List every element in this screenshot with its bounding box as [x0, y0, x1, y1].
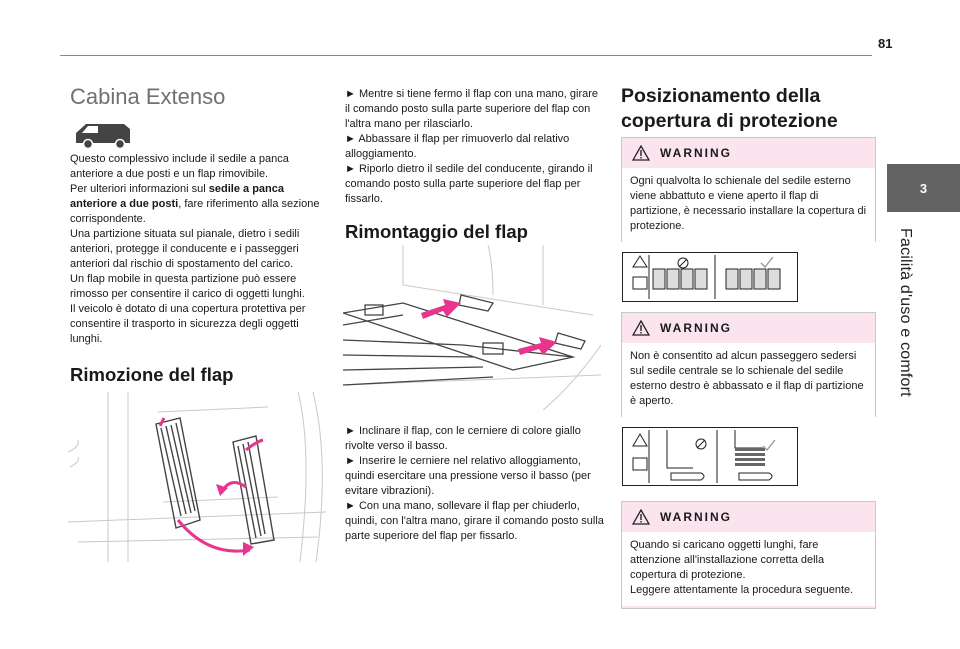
removal-step-1: ► Mentre si tiene fermo il flap con una mano, girare il comando posto sulla parte superiore del flap con l'altra mano per rilasciarlo. [345, 88, 599, 130]
flap-refit-illustration [343, 245, 601, 415]
prohibited-icon [678, 258, 688, 268]
intro-paragraph-2: Per ulteriori informazioni sul sedile a panca anteriore a due posti, fare riferimento alla sezione corrispondente. [70, 183, 320, 225]
refit-title: Rimontaggio del flap [345, 221, 528, 242]
warning-text-3: Quando si caricano oggetti lunghi, fare attenzione all'installazione corretta della copertura di protezione. Leggere attentamente la procedura seguente. [622, 532, 875, 606]
refit-step-3: ► Con una mano, sollevare il flap per chiuderlo, quindi, con l'altra mano, girare il comando posto sulla parte superiore del flap per fissarlo. [345, 500, 604, 542]
warning-text-2: Non è consentito ad alcun passeggero sedersi sul sedile centrale se lo schienale del sedile esterno destro è abbassato e il flap di partizione è aperto. [622, 343, 875, 417]
header-rule [60, 55, 872, 56]
removal-title: Rimozione del flap [70, 364, 234, 385]
seat-diagram-2 [622, 427, 798, 486]
intro-text [70, 152, 328, 347]
intro-paragraph-4: Un flap mobile in questa partizione può essere rimosso per consentire il carico di oggetti lunghi. [70, 273, 305, 300]
left-column [70, 84, 325, 110]
refit-step-1: ► Inclinare il flap, con le cerniere di colore giallo rivolte verso il basso. [345, 425, 581, 452]
warning-triangle-icon [632, 509, 650, 525]
refit-step-2: ► Inserire le cerniere nel relativo alloggiamento, quindi esercitare una pressione verso il basso (per evitare vibrazioni). [345, 455, 591, 497]
intro-paragraph-3: Una partizione situata sul pianale, dietro i sedili anteriori, protegge il conducente e i passeggeri anteriori dal rischio di spostamento del carico. [70, 228, 300, 270]
warning-triangle-icon [632, 320, 650, 336]
checkmark-icon [761, 257, 773, 267]
warning-box-1 [621, 137, 876, 242]
removal-step-2: ► Abbassare il flap per rimuoverlo dal relativo alloggiamento. [345, 133, 570, 160]
warning-box-2 [621, 312, 876, 417]
van-icon [72, 115, 134, 149]
page-number: 81 [878, 36, 893, 51]
protection-title: Posizionamento della copertura di protezione [621, 85, 838, 132]
refit-text [345, 424, 607, 544]
section-title: Cabina Extenso [70, 84, 226, 109]
flap-removal-illustration [68, 392, 326, 562]
middle-column [345, 87, 603, 207]
warning-box-3 [621, 501, 876, 609]
warning-triangle-icon [632, 145, 650, 161]
chapter-title: Facilità d'uso e comfort [897, 228, 914, 397]
warning-label: WARNING [660, 510, 732, 524]
removal-step-3: ► Riporlo dietro il sedile del conducente, girando il comando posto sulla parte superiore del flap per fissarlo. [345, 163, 593, 205]
chapter-tab[interactable]: 3 [887, 164, 960, 212]
warning-label: WARNING [660, 146, 732, 160]
warning-text-1: Ogni qualvolta lo schienale del sedile esterno viene abbattuto e viene aperto il flap di partizione, è necessario installare la copertura di protezione. [622, 168, 875, 242]
intro-paragraph-5: Il veicolo è dotato di una copertura protettiva per consentire il trasporto in sicurezza degli oggetti lunghi. [70, 303, 306, 345]
warning-label: WARNING [660, 321, 732, 335]
seat-diagram-1 [622, 252, 798, 302]
intro-paragraph-1: Questo complessivo include il sedile a panca anteriore a due posti e un flap rimovibile. [70, 153, 289, 180]
